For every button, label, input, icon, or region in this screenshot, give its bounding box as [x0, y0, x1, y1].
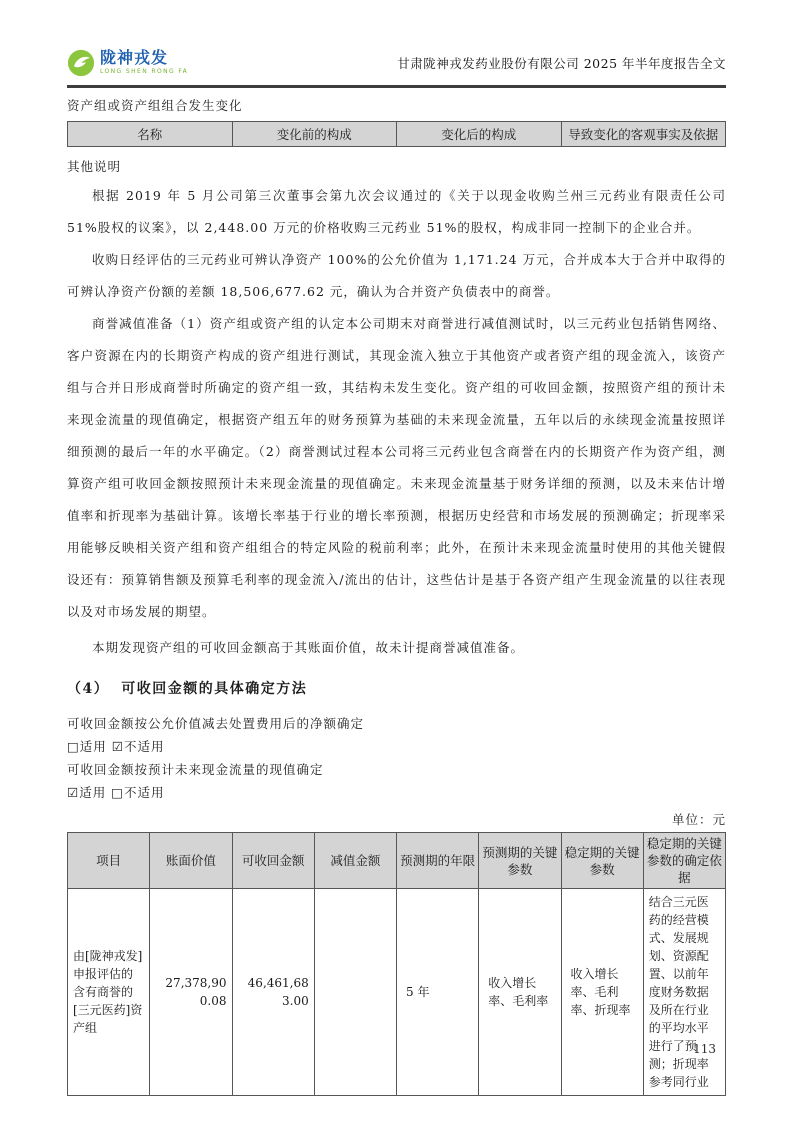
- section-title: 可收回金额的具体确定方法: [121, 681, 308, 697]
- col-impairment: 减值金额: [314, 833, 396, 889]
- col-name: 名称: [68, 122, 233, 147]
- statement-fair-value: 可收回金额按公允价值减去处置费用后的净额确定: [67, 716, 365, 731]
- cell-book-value: 27,378,900.08: [150, 889, 232, 1096]
- cell-recoverable: 46,461,683.00: [232, 889, 314, 1096]
- section-4-body: [67, 712, 726, 804]
- section-4-heading: [67, 678, 726, 698]
- table-header-row: [68, 833, 726, 889]
- col-before-change: 变化前的构成: [232, 122, 397, 147]
- paragraph-impairment-test: 商誉减值准备（1）资产组或资产组的认定本公司期末对商誉进行减值测试时，以三元药业包括销售网络、客户资源在内的长期资产构成的资产组进行测试，其现金流入独立于其他资产或者资产组的现金流入，该资产组与合并日形成商誉时所确定的资产组一致，其结构未发生变化。资产组的可收回金额，按照资产组的预计未来现金流量的现值确定，根据资产组五年的财务预算为基础的未来现金流量，五年以后的永续现金流量按照详细预测的最后一年的水平确定。（2）商誉测试过程本公司将三元药业包含商誉在内的长期资产作为资产组，测算资产组可收回金额按照预计未来现金流量的现值确定。未来现金流量基于财务详细的预测，以及未来估计增值率和折现率为基础计算。该增长率基于行业的增长率预测，根据历史经营和市场发展的预测确定；折现率采用能够反映相关资产组和资产组组合的特定风险的税前利率；此外，在预计未来现金流量时使用的其他关键假设还有：预算销售额及预算毛利率的现金流入/流出的估计，这些估计是基于各资产组产生现金流量的以往表现以及对市场发展的期望。: [67, 316, 726, 619]
- recoverable-amount-table: [67, 832, 726, 1096]
- col-book-value: 账面价值: [150, 833, 232, 889]
- col-params-basis: 稳定期的关键参数的确定依据: [643, 833, 725, 889]
- asset-group-change-label: 资产组或资产组组合发生变化: [67, 98, 243, 113]
- cell-item: 由[陇神戎发]申报评估的含有商誉的[三元医药]资产组: [68, 889, 150, 1096]
- checkbox-line-present-value: ☑适用 □不适用: [67, 785, 165, 800]
- asset-group-change-table: [67, 121, 726, 147]
- col-after-change: 变化后的构成: [397, 122, 562, 147]
- statement-present-value: 可收回金额按预计未来现金流量的现值确定: [67, 762, 324, 777]
- col-item: 项目: [68, 833, 150, 889]
- section-number: （4）: [67, 681, 110, 697]
- col-recoverable: 可收回金额: [232, 833, 314, 889]
- logo-text: [100, 50, 188, 75]
- col-stable-params: 稳定期的关键参数: [561, 833, 643, 889]
- cell-impairment: [314, 889, 396, 1096]
- page-header: [67, 40, 726, 88]
- page-number: 113: [693, 1042, 716, 1056]
- col-forecast-params: 预测期的关键参数: [479, 833, 561, 889]
- cell-params-basis: 结合三元医药的经营模式、发展规划、资源配置、以前年度财务数据及所在行业的平均水平进行了预测；折现率参考同行业: [643, 889, 725, 1096]
- table-row: [68, 889, 726, 1096]
- document-title: 甘肃陇神戎发药业股份有限公司 2025 年半年度报告全文: [397, 55, 726, 71]
- col-reason: 导致变化的客观事实及依据: [561, 122, 726, 147]
- paragraph-goodwill-recognition: 收购日经评估的三元药业可辨认净资产 100%的公允价值为 1,171.24 万元，合并成本大于合并中取得的可辨认净资产份额的差额 18,506,677.62 元，确认为合并资产负债表中的商誉。: [67, 252, 726, 299]
- page-content: [67, 96, 726, 1096]
- other-note-label: 其他说明: [67, 159, 122, 174]
- cell-forecast-period: 5 年: [397, 889, 479, 1096]
- company-logo: [67, 49, 188, 77]
- checkbox-line-fair-value: □适用 ☑不适用: [67, 739, 165, 754]
- table-header-row: [68, 122, 726, 147]
- paragraph-conclusion: 本期发现资产组的可收回金额高于其账面价值，故未计提商誉减值准备。: [92, 640, 525, 655]
- cell-forecast-params: 收入增长率、毛利率: [479, 889, 561, 1096]
- logo-chinese-name: 陇神戎发: [100, 48, 169, 67]
- cell-stable-params: 收入增长率、毛利率、折现率: [561, 889, 643, 1096]
- logo-english-name: LONG SHEN RONG FA: [100, 68, 189, 75]
- goodwill-paragraphs: [67, 180, 726, 664]
- unit-label: 单位：元: [671, 812, 726, 827]
- paragraph-acquisition: 根据 2019 年 5 月公司第三次董事会第九次会议通过的《关于以现金收购兰州三元药业有限责任公司 51%股权的议案》，以 2,448.00 万元的价格收购三元药业 51%的股权，构成非同一控制下的企业合并。: [67, 188, 726, 235]
- logo-circle-icon: [67, 49, 95, 77]
- col-forecast-period: 预测期的年限: [397, 833, 479, 889]
